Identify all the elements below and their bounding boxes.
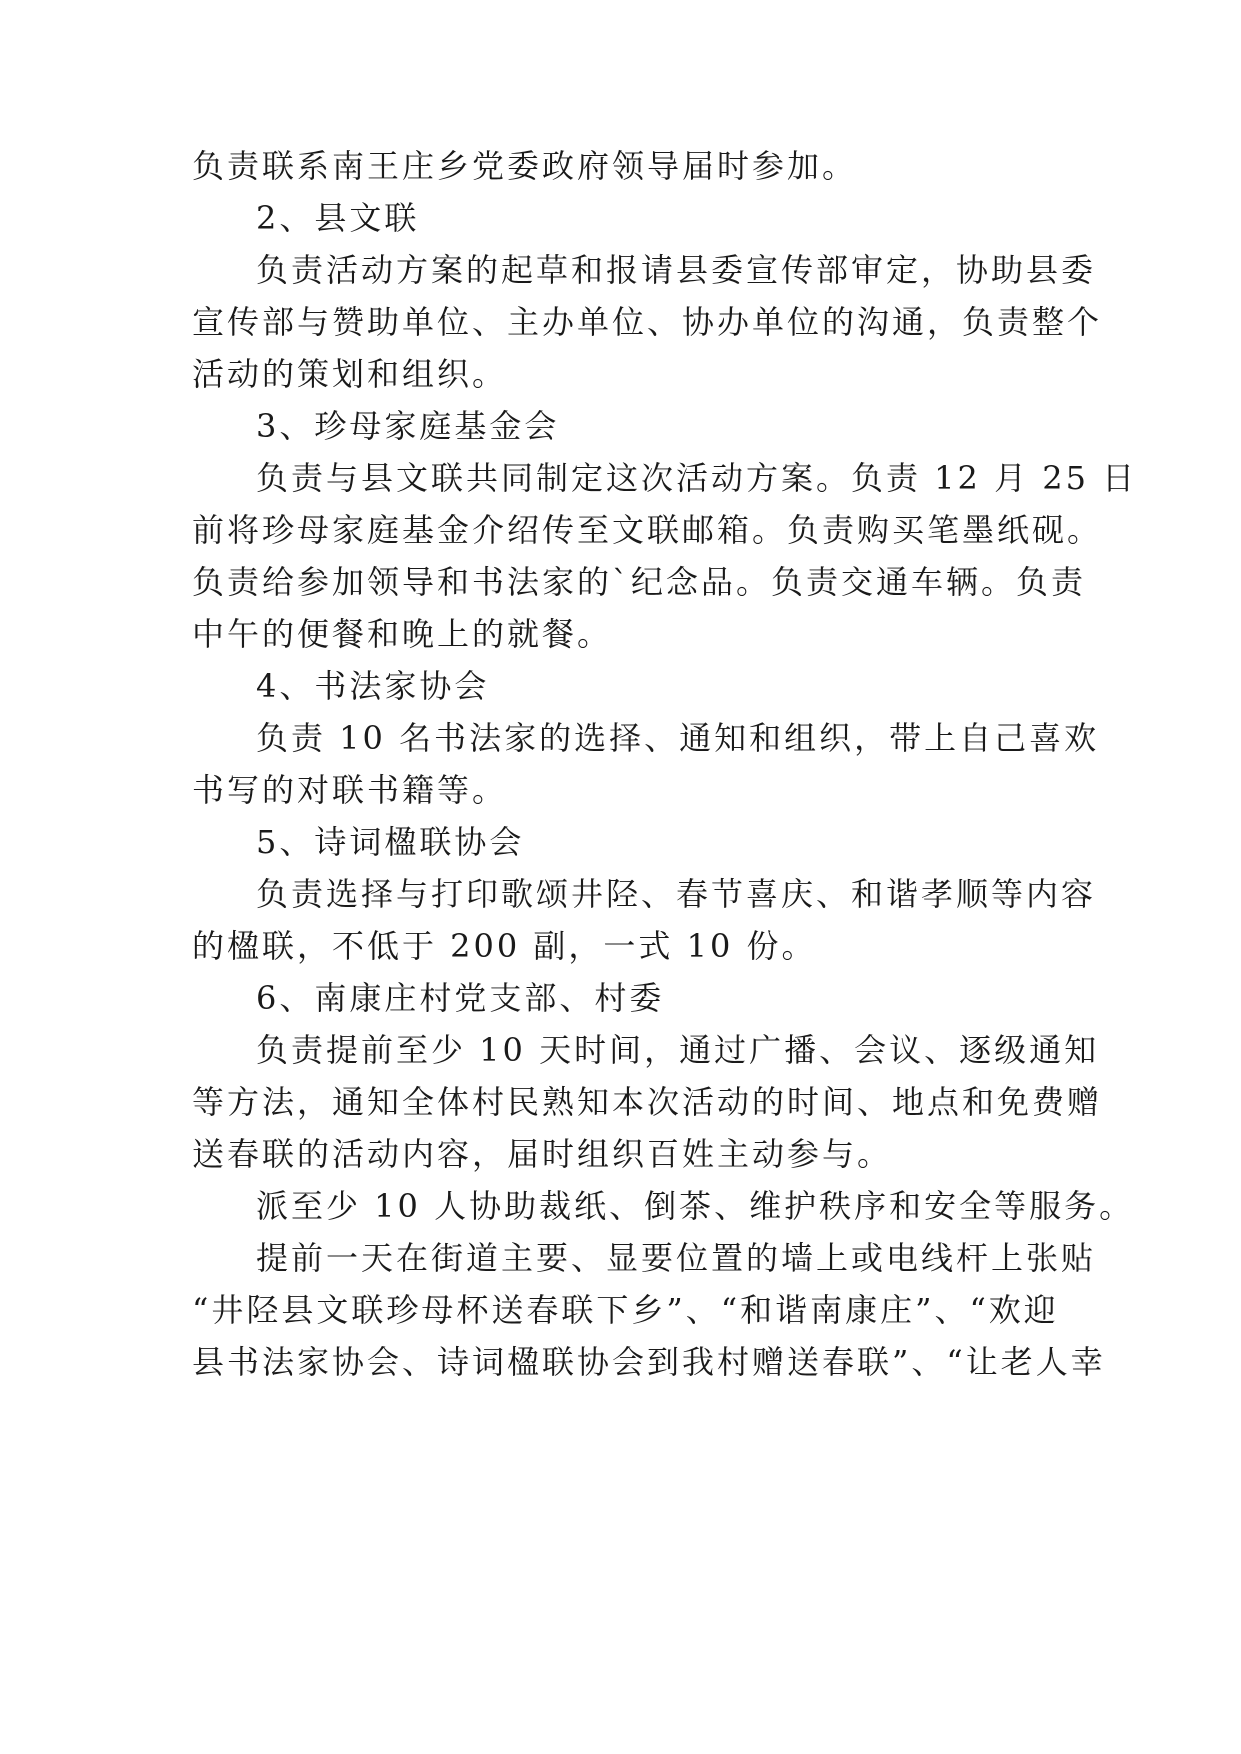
paragraph-line: 送春联的活动内容，届时组织百姓主动参与。: [192, 1135, 893, 1173]
section-heading: 5、诗词楹联协会: [256, 823, 525, 861]
paragraph-line: 负责 10 名书法家的选择、通知和组织，带上自己喜欢: [256, 719, 1100, 757]
section-heading: 6、南康庄村党支部、村委: [256, 979, 665, 1017]
paragraph-line: 县书法家协会、诗词楹联协会到我村赠送春联”、“让老人幸: [192, 1343, 1106, 1381]
paragraph-line: 负责与县文联共同制定这次活动方案。负责 12 月 25 日: [256, 459, 1138, 497]
paragraph-line: 负责联系南王庄乡党委政府领导届时参加。: [192, 147, 858, 185]
paragraph-line: 提前一天在街道主要、显要位置的墙上或电线杆上张贴: [256, 1239, 1097, 1277]
section-heading: 4、书法家协会: [256, 667, 490, 705]
paragraph-line: 宣传部与赞助单位、主办单位、协办单位的沟通，负责整个: [192, 303, 1103, 341]
paragraph-line: 中午的便餐和晚上的就餐。: [192, 615, 613, 653]
paragraph-line: 活动的策划和组织。: [192, 355, 508, 393]
paragraph-line: 的楹联，不低于 200 副，一式 10 份。: [192, 927, 817, 965]
paragraph-line: 负责给参加领导和书法家的`纪念品。负责交通车辆。负责: [192, 563, 1087, 601]
paragraph-line: 书写的对联书籍等。: [192, 771, 508, 809]
paragraph-line: 前将珍母家庭基金介绍传至文联邮箱。负责购买笔墨纸砚。: [192, 511, 1103, 549]
paragraph-line: 派至少 10 人协助裁纸、倒茶、维护秩序和安全等服务。: [256, 1187, 1135, 1225]
paragraph-line: “井陉县文联珍母杯送春联下乡”、“和谐南康庄”、“欢迎: [192, 1291, 1059, 1329]
section-heading: 2、县文联: [256, 199, 420, 237]
paragraph-line: 负责活动方案的起草和报请县委宣传部审定，协助县委: [256, 251, 1097, 289]
paragraph-line: 负责选择与打印歌颂井陉、春节喜庆、和谐孝顺等内容: [256, 875, 1097, 913]
paragraph-line: 负责提前至少 10 天时间，通过广播、会议、逐级通知: [256, 1031, 1100, 1069]
paragraph-line: 等方法，通知全体村民熟知本次活动的时间、地点和免费赠: [192, 1083, 1103, 1121]
section-heading: 3、珍母家庭基金会: [256, 407, 560, 445]
